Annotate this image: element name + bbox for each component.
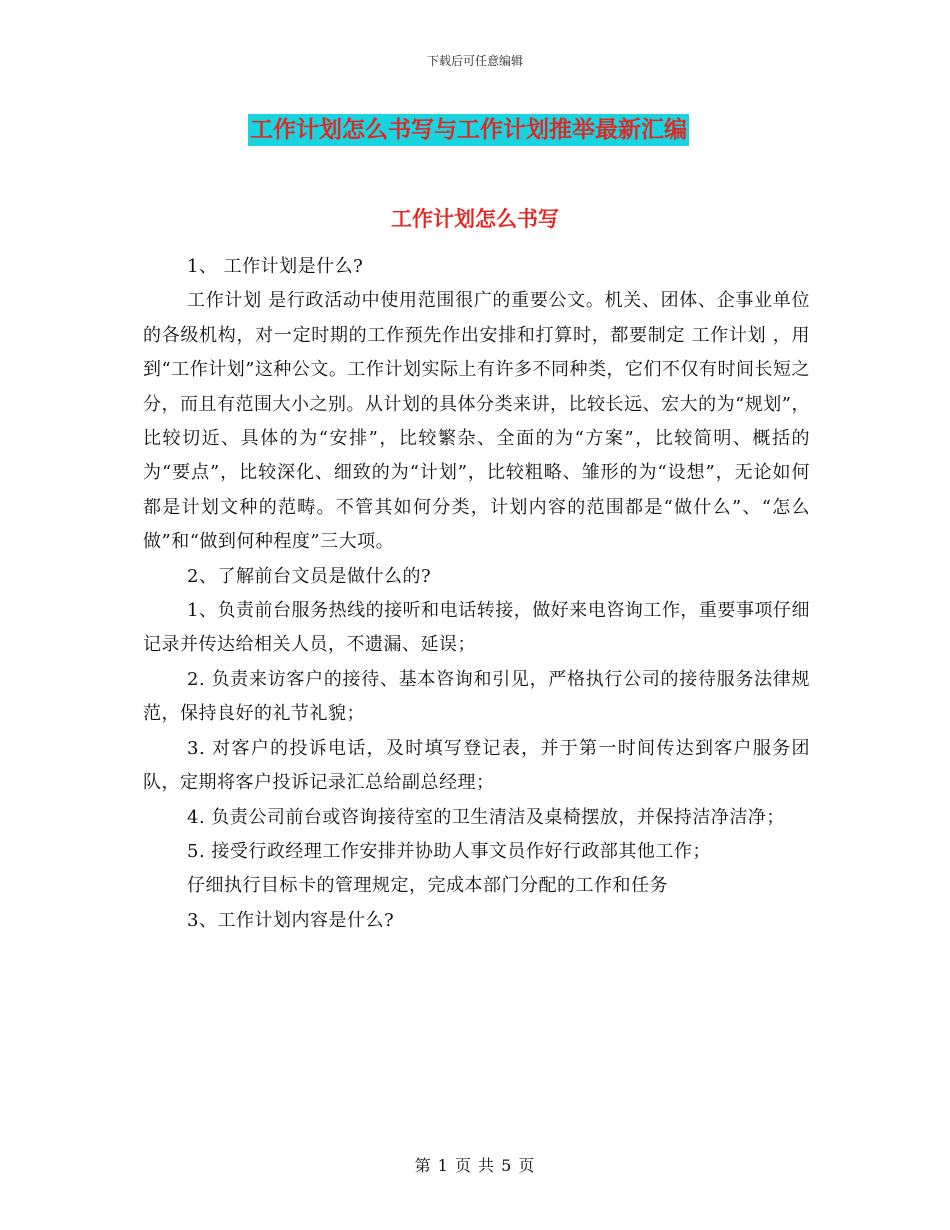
paragraph-duty-4: 4. 负责公司前台或咨询接待室的卫生清洁及桌椅摆放，并保持洁净洁净；	[187, 806, 785, 828]
section-title: 工作计划怎么书写	[391, 206, 559, 231]
document-title: 工作计划怎么书写与工作计划推举最新汇编	[248, 114, 689, 146]
paragraph-duty-2: 2. 负责来访客户的接待、基本咨询和引见，严格执行公司的接待服务法律规范，保持良好的礼节礼貌；	[143, 668, 810, 725]
paragraph-duty-3: 3. 对客户的投诉电话，及时填写登记表，并于第一时间传达到客户服务团队，定期将客户投诉记录汇总给副总经理；	[143, 737, 810, 794]
paragraph-definition: 工作计划 是行政活动中使用范围很广的重要公文。机关、团体、企事业单位的各级机构，对一定时期的工作预先作出安排和打算时，都要制定 工作计划 ，用到“工作计划”这种公文。工作计划实际上有许多不同种类，它们不仅有时间长短之分，而且有范围大小之别。从计划的具体分类来讲，比较长远、宏大的为“规划”，比较切近、具体的为“安排”，比较繁杂、全面的为“方案”，比较简明、概括的为“要点”，比较深化、细致的为“计划”，比较粗略、雏形的为“设想”，无论如何都是计划文种的范畴。不管其如何分类，计划内容的范围都是“做什么”、“怎么做”和“做到何种程度”三大项。	[143, 290, 810, 553]
document-body	[143, 250, 810, 938]
page-number: 第 1 页 共 5 页	[414, 1156, 536, 1175]
header-note: 下载后可任意编辑	[426, 54, 523, 68]
paragraph-question-2: 2、了解前台文员是做什么的?	[187, 565, 432, 587]
paragraph-question-1: 1、 工作计划是什么?	[187, 256, 364, 277]
paragraph-duty-1: 1、负责前台服务热线的接听和电话转接，做好来电咨询工作，重要事项仔细记录并传达给相关人员，不遗漏、延误；	[143, 600, 810, 656]
paragraph-duty-6: 仔细执行目标卡的管理规定，完成本部门分配的工作和任务	[187, 875, 668, 897]
paragraph-question-3: 3、工作计划内容是什么?	[187, 909, 395, 931]
paragraph-duty-5: 5. 接受行政经理工作安排并协助人事文员作好行政部其他工作；	[187, 840, 711, 862]
